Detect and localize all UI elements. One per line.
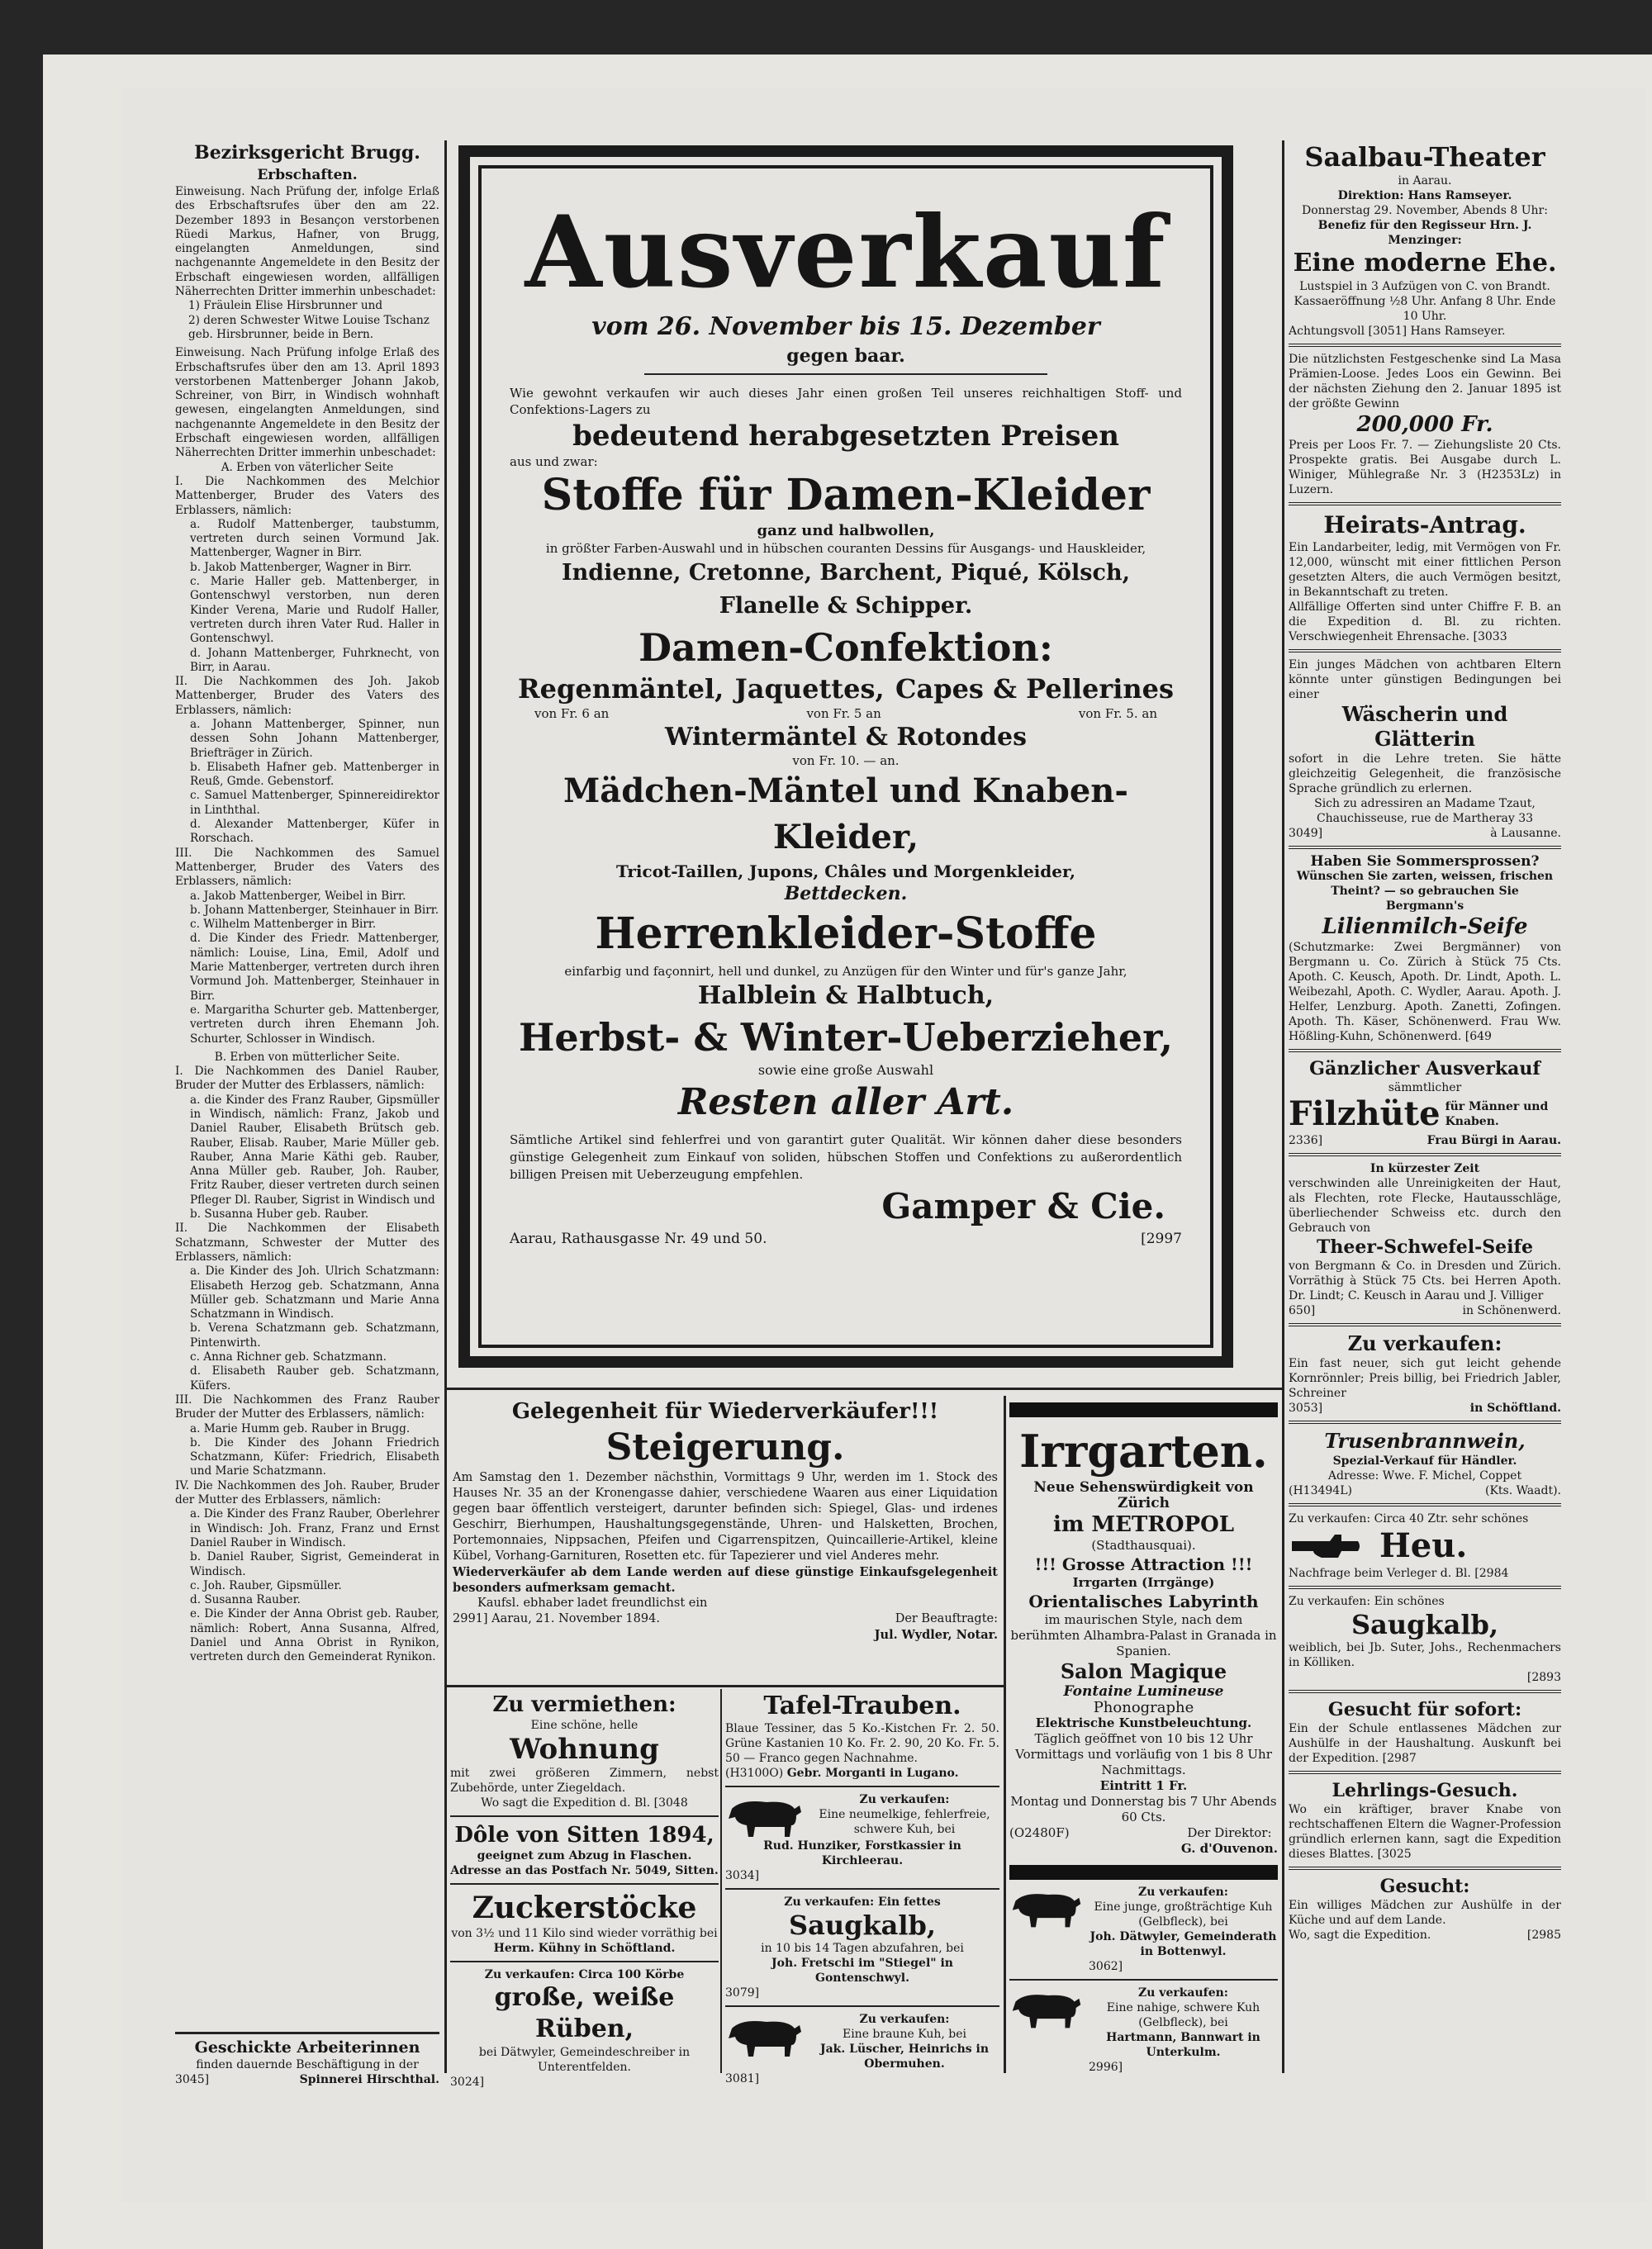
ad-h7: Herbst- & Winter-Ueberzieher, <box>518 1015 1174 1060</box>
kuh2-num: 3081] <box>725 2072 760 2085</box>
court-text: b. Johann Mattenberger, Steinhauer in Birr. <box>190 903 439 917</box>
kuh2-text: Eine braune Kuh, bei <box>842 2028 967 2041</box>
filz-big: Filzhüte <box>1289 1094 1441 1133</box>
court-text: d. Elisabeth Rauber geb. Schatzmann, Küfers. <box>190 1364 439 1393</box>
court-text: I. Die Nachkommen des Melchior Mattenberger, Bruder des Vaters des Erblassers, nämlich: <box>175 474 439 517</box>
trusen-text: Spezial-Verkauf für Händler. <box>1332 1454 1517 1468</box>
wasch-text: Sich zu adressiren an Madame Tzaut, Chauchisseuse, rue de Martheray 33 <box>1314 797 1536 825</box>
gesucht-text: Ein der Schule entlassenes Mädchen zur Aushülfe in der Haushaltung. Auskunft bei der Expedition. [2987 <box>1289 1722 1561 1765</box>
irrgarten-l13: Eintritt 1 Fr. <box>1099 1778 1188 1793</box>
irrgarten-l10: Phonographe <box>1093 1699 1194 1716</box>
saug1-text: Joh. Fretschi im "Stiegel" in Gontenschwyl. <box>771 1957 953 1985</box>
court-text: III. Die Nachkommen des Franz Rauber Bruder der Mutter des Erblassers, nämlich: <box>175 1393 439 1421</box>
theater-play: Eine moderne Ehe. <box>1293 249 1557 278</box>
kuh4-text: Hartmann, Bannwart in Unterkulm. <box>1106 2031 1260 2059</box>
saug2-text: Zu verkaufen: Ein schönes <box>1289 1595 1445 1608</box>
kuh3-block <box>1009 1885 1278 1974</box>
ad-h4: Mädchen-Mäntel und Knaben-Kleider, <box>563 771 1128 856</box>
trusen-text: (H13494L) <box>1289 1484 1352 1497</box>
irrgarten-dir-label: Der Direktor: <box>1187 1825 1272 1840</box>
court-text: 1) Fräulein Elise Hirsbrunner und <box>188 299 383 313</box>
kuh3-num: 3062] <box>1089 1960 1123 1973</box>
saug2-text: weiblich, bei Jb. Suter, Johs., Rechenmachers in Kölliken. <box>1289 1641 1561 1669</box>
seife-text: Haben Sie Sommersprossen? <box>1310 853 1540 870</box>
court-text: Einweisung. Nach Prüfung der, infolge Erlaß des Erbschaftsrufes über den am 22. Dezember 1893 in Besançon verstorbenen Rüedi Markus, Hafner, von Brugg, eingelangten Anmeldungen, sind nachgenannte Angemeldete in den Besitz der Erbschaft eingewiesen worden, allfälligen Näherrechten Dritter immerhin unbeschadet: <box>175 185 439 299</box>
ausverkauf-ad <box>458 145 1233 1368</box>
lotto-big: 200,000 Fr. <box>1356 412 1493 437</box>
irrgarten-ad <box>1009 1397 1278 2075</box>
irrgarten-l7: im maurischen Style, nach dem berühmten Alhambra-Palast in Granada in Spanien. <box>1010 1612 1277 1658</box>
theater-title: Saalbau-Theater <box>1304 141 1545 173</box>
saug2-num: [2893 <box>1526 1671 1561 1684</box>
theer-text: In kürzester Zeit <box>1370 1162 1480 1175</box>
irrgarten-l11: Elektrische Kunstbeleuchtung. <box>1035 1715 1252 1730</box>
rueben-big: große, weiße Rüben, <box>494 1983 675 2043</box>
lehr-title: Lehrlings-Gesuch. <box>1332 1780 1518 1801</box>
court-subtitle: Erbschaften. <box>257 167 358 183</box>
ad-h1list: Indienne, Cretonne, Barchent, Piqué, Kölsch, Flanelle & Schipper. <box>562 560 1130 619</box>
left-column <box>175 140 439 2073</box>
trusen-title: Trusenbrannwein, <box>1324 1429 1526 1453</box>
wasch-place: à Lausanne. <box>1490 827 1561 840</box>
court-text: a. Rudolf Mattenberger, taubstumm, vertreten durch seinen Vormund Jak. Mattenberger, Wagner in Birr. <box>190 517 439 560</box>
vermiethen-text: Wo sagt die Expedition d. Bl. [3048 <box>481 1796 688 1810</box>
ad-reduced: bedeutend herabgesetzten Preisen <box>572 420 1119 453</box>
ad-h8: Resten aller Art. <box>677 1081 1014 1123</box>
irrgarten-l12: Täglich geöffnet von 10 bis 12 Uhr Vormittags und vorläufig von 1 bis 8 Uhr Nachmittags. <box>1015 1731 1272 1777</box>
g2-title: Gesucht: <box>1379 1876 1470 1897</box>
court-text: II. Die Nachkommen des Joh. Jakob Mattenberger, Bruder des Vaters des Erblassers, nämlich: <box>175 675 439 717</box>
ad-baar: gegen baar. <box>786 345 905 367</box>
irrgarten-l5: Irrgarten (Irrgänge) <box>1072 1575 1215 1590</box>
korn-text: Ein fast neuer, sich gut leicht gehende Kornrönnler; Preis billig, bei Friedrich Jabler, Schreiner <box>1289 1357 1561 1400</box>
court-text: B. Erben von mütterlicher Seite. <box>214 1050 401 1064</box>
ad-p3: von Fr. 10. — an. <box>792 753 900 768</box>
seife-text: (Schutzmarke: Zwei Bergmänner) von Bergmann u. Co. Zürich à Stück 75 Cts. Apoth. C. Keusch, Apoth. Dr. Lindt, Apoth. L. Weibezahl, Apoth. C. Wydler, Aarau. Apoth. J. Helfer, Lenzburg. Apoth. Zanetti, Zofingen. Apoth. Th. Käser, Schönenwerd. Frau Ww. Hößling-Kuhn, Schönenwerd. [649 <box>1289 941 1561 1043</box>
court-text: a. Johann Mattenberger, Spinner, nun dessen Sohn Johann Mattenberger, Briefträger in Zürich. <box>190 717 439 760</box>
tafel-title: Tafel-Trauben. <box>763 1691 961 1720</box>
ad-title: Ausverkauf <box>525 194 1167 311</box>
ad-num: [2997 <box>1141 1231 1182 1247</box>
ad-address: Aarau, Rathausgasse Nr. 49 und 50. <box>510 1231 767 1247</box>
court-text: c. Joh. Rauber, Gipsmüller. <box>190 1578 342 1592</box>
theer-text: in Schönenwerd. <box>1462 1304 1561 1317</box>
irrgarten-l1: Neue Sehenswürdigkeit von Zürich <box>1033 1479 1254 1511</box>
kuh3-title: Zu verkaufen: <box>1138 1886 1228 1899</box>
court-text: b. Susanna Huber geb. Rauber. <box>190 1208 369 1222</box>
kuh1-title: Zu verkaufen: <box>859 1793 950 1806</box>
steigerung-title: Steigerung. <box>605 1426 845 1468</box>
irrgarten-l14: Montag und Donnerstag bis 7 Uhr Abends 60 Cts. <box>1010 1794 1277 1824</box>
ad-h1: Stoffe für Damen-Kleider <box>541 470 1151 520</box>
ad-address-row <box>510 1230 1182 1248</box>
vermiethen-text: Eine schöne, helle <box>530 1719 638 1732</box>
ad-h7sub: sowie eine große Auswahl <box>757 1062 934 1078</box>
irrgarten-l3: (Stadthausquai). <box>1091 1538 1196 1553</box>
workers-ad-firm: Spinnerei Hirschthal. <box>299 2073 439 2086</box>
pointing-hand-icon <box>1289 1530 1363 1563</box>
steigerung-text3: Kaufsl. ebhaber ladet freundlichst ein <box>477 1597 708 1610</box>
steigerung-head: Gelegenheit für Wiederverkäufer!!! <box>511 1399 939 1424</box>
kuh1-block <box>725 1792 999 1839</box>
steigerung-num: 2991] <box>453 1612 488 1625</box>
wasch-num: 3049] <box>1289 827 1323 840</box>
workers-ad-num: 3045] <box>175 2073 210 2086</box>
tafel-code: (H3100O) <box>725 1767 784 1780</box>
filz-text: Frau Bürgi in Aarau. <box>1427 1134 1561 1147</box>
kuh4-text: Eine nahige, schwere Kuh (Gelbfleck), bei <box>1106 2001 1260 2029</box>
heu-text: Zu verkaufen: Circa 40 Ztr. sehr schönes <box>1289 1512 1529 1525</box>
rule-small <box>720 1689 722 2073</box>
steigerung-text2: Wiederverkäufer ab dem Lande werden auf diese günstige Einkaufsgelegenheit besonders aufmerksam gemacht. <box>453 1565 998 1595</box>
court-text: Einweisung. Nach Prüfung infolge Erlaß des Erbschaftsrufes über den am 13. April 1893 verstorbenen Mattenberger Johann Jakob, Schreiner, von Birr, in Windisch wohnhaft gewesen, eingelangten Anmeldungen, sind nachgenannte Angemeldete in den Besitz der Erbschaft eingewiesen worden, allfälligen Näherrechten Dritter immerhin unbeschadet: <box>175 346 439 460</box>
rule-mid <box>1004 1396 1006 2073</box>
rueben-num: 3024] <box>450 2076 485 2089</box>
ad-h2: Damen-Confektion: <box>638 625 1053 670</box>
cow-icon <box>725 1792 805 1839</box>
heu-big: Heu. <box>1379 1526 1468 1565</box>
ad-divider <box>644 373 1047 375</box>
rueben-text: bei Dätwyler, Gemeindeschreiber in Unterentfelden. <box>478 2046 691 2074</box>
irrgarten-strip <box>1009 1402 1278 1417</box>
court-text: a. Marie Humm geb. Rauber in Brugg. <box>190 1421 411 1435</box>
filz-num: 2336] <box>1289 1134 1323 1147</box>
court-text: IV. Die Nachkommen des Joh. Rauber, Bruder der Mutter des Erblassers, nämlich: <box>175 1478 439 1507</box>
kuh2-block <box>725 2012 999 2071</box>
ad-h6: Halblein & Halbtuch, <box>697 981 995 1010</box>
theer-text: verschwinden alle Unreinigkeiten der Haut, als Flechten, rote Flecke, Hautausschläge, überliechender Schweiss etc. durch den Gebrauch von <box>1289 1177 1561 1235</box>
ad-h2a: Regenmäntel, <box>518 673 724 705</box>
theater-text: Benefiz für den Regisseur Hrn. J. Menzinger: <box>1317 219 1532 247</box>
irrgarten-l6: Orientalisches Labyrinth <box>1028 1592 1259 1611</box>
court-text: d. Alexander Mattenberger, Küfer in Rorschach. <box>190 818 439 846</box>
irrgarten-code: (O2480F) <box>1009 1825 1070 1840</box>
heirat-text: Allfällige Offerten sind unter Chiffre F. B. an die Expedition d. Bl. zu richten. Verschwiegenheit Ehrensache. [3033 <box>1289 600 1561 643</box>
g2-text: Ein williges Mädchen zur Aushülfe in der Küche und auf dem Lande. <box>1289 1899 1561 1927</box>
irrgarten-l8: Salon Magique <box>1060 1659 1227 1683</box>
filz-text: sämmtlicher <box>1388 1081 1462 1094</box>
korn-num: 3053] <box>1289 1402 1323 1415</box>
seife-big: Lilienmilch-Seife <box>1322 914 1528 939</box>
court-text: b. Die Kinder des Johann Friedrich Schatzmann, Küfer: Friedrich, Elisabeth und Marie Schatzmann. <box>190 1435 439 1478</box>
cow-icon <box>1009 1885 1084 1929</box>
right-column <box>1289 140 1561 2090</box>
ad-h4sub: Tricot-Taillen, Jupons, Châles und Morgenkleider, <box>615 861 1076 881</box>
dole-title: Dôle von Sitten 1894, <box>454 1823 714 1848</box>
court-text: a. Die Kinder des Franz Rauber, Oberlehrer in Windisch: Joh. Franz, Franz und Ernst Daniel Rauber in Windisch. <box>190 1507 439 1549</box>
ad-intro: Wie gewohnt verkaufen wir auch dieses Jahr einen großen Teil unseres reichhaltigen Stoff- und Confektions-Lagers zu <box>510 386 1182 417</box>
steigerung-agent: Jul. Wydler, Notar. <box>874 1628 998 1642</box>
court-text: b. Verena Schatzmann geb. Schatzmann, Pintenwirth. <box>190 1321 439 1350</box>
irrgarten-l4: !!! Grosse Attraction !!! <box>1034 1554 1253 1574</box>
irrgarten-dir: G. d'Ouvenon. <box>1180 1841 1278 1856</box>
g2-num: [2985 <box>1526 1929 1561 1942</box>
court-text: a. Die Kinder des Joh. Ulrich Schatzmann: Elisabeth Herzog geb. Schatzmann, Anna Müller geb. Schatzmann und Marie Anna Schatzmann in Windisch. <box>190 1264 439 1321</box>
court-text: a. die Kinder des Franz Rauber, Gipsmüller in Windisch, nämlich: Franz, Jakob und Daniel Rauber, Elisabeth Brütsch geb. Rauber, Elisab. Rauber, Marie Müller geb. Rauber, Anna Marie Käthi geb. Rauber, Anna Müller geb. Rauber, Joh. Rauber, Fritz Rauber, dieser vertreten durch seinen Pfleger Dl. Rauber, Sigrist in Windisch und <box>190 1093 439 1207</box>
irrgarten-title: Irrgarten. <box>1019 1425 1268 1478</box>
ad-firm: Gamper & Cie. <box>881 1186 1165 1227</box>
seife-text: Wünschen Sie zarten, weissen, frischen Theint? — so gebrauchen Sie <box>1296 870 1554 898</box>
theater-text: in Aarau. <box>1398 174 1452 187</box>
irrgarten-l9: Fontaine Lumineuse <box>1063 1683 1224 1700</box>
theer-big: Theer-Schwefel-Seife <box>1317 1236 1533 1258</box>
ad-h1sub: ganz und halbwollen, <box>757 522 935 539</box>
small-ads-b <box>725 1691 999 2085</box>
court-text: b. Elisabeth Hafner geb. Mattenberger in Reuß, Gmde. Gebenstorf. <box>190 760 439 789</box>
court-text: d. Susanna Rauber. <box>190 1593 301 1607</box>
ad-outro: Sämtliche Artikel sind fehlerfrei und von garantirt guter Qualität. Wir können daher diese besonders günstige Gelegenheit zum Einkauf von soliden, hübschen Stoffen und Confektions zu außerordentlich billigen Preisen mit Ueberzeugung empfehlen. <box>510 1132 1182 1182</box>
heirat-title: Heirats-Antrag. <box>1323 511 1526 539</box>
theater-text: Kassaeröffnung ½8 Uhr. Anfang 8 Uhr. Ende 10 Uhr. <box>1294 295 1556 323</box>
kuh1-text: Rud. Hunziker, Forstkassier in Kirchleerau. <box>763 1839 961 1867</box>
filz-row <box>1289 1095 1561 1133</box>
korn-text: in Schöftland. <box>1469 1402 1561 1415</box>
court-text: II. Die Nachkommen der Elisabeth Schatzmann, Schwester der Mutter des Erblassers, nämlich: <box>175 1222 439 1264</box>
kuh2-text: Jak. Lüscher, Heinrichs in Obermuhen. <box>819 2043 990 2071</box>
workers-ad-title: Geschickte Arbeiterinnen <box>194 2038 420 2057</box>
steigerung-place: Aarau, 21. November 1894. <box>491 1612 660 1625</box>
workers-ad <box>175 2032 439 2098</box>
kuh1-num: 3034] <box>725 1869 760 1882</box>
court-text: c. Wilhelm Mattenberger in Birr. <box>190 918 377 932</box>
court-text: e. Margaritha Schurter geb. Mattenberger, vertreten durch ihren Ehemann Joh. Schurter, Schlosser in Windisch. <box>190 1003 439 1046</box>
lotto-text: Preis per Loos Fr. 7. — Ziehungsliste 20 Cts. Prospekte gratis. Bei Ausgabe durch L. Winiger, Mühlegraße Nr. 3 (H2353Lz) in Luzern. <box>1289 439 1561 496</box>
court-text: I. Die Nachkommen des Daniel Rauber, Bruder der Mutter des Erblassers, nämlich: <box>175 1065 439 1093</box>
lotto-text: Die nützlichsten Festgeschenke sind La Masa Prämien-Loose. Jedes Loos ein Gewinn. Bei der nächsten Ziehung den 2. Januar 1895 ist der größte Gewinn <box>1289 353 1561 410</box>
court-text: e. Die Kinder der Anna Obrist geb. Rauber, nämlich: Robert, Anna Susanna, Alfred, Daniel und Anna Obrist in Rynikon, vertreten durch den Gemeinderat Rynikon. <box>190 1607 439 1664</box>
heu-text: Nachfrage beim Verleger d. Bl. [2984 <box>1289 1567 1509 1580</box>
ad-h4b: Bettdecken. <box>784 883 908 904</box>
ad-p2c: von Fr. 5. an <box>1078 706 1157 721</box>
tafel-text: Blaue Tessiner, das 5 Ko.-Kistchen Fr. 2. 50. Grüne Kastanien 10 Ko. Fr. 2. 90, 20 Ko. Fr. 5. 50 — Franco gegen Nachnahme. <box>725 1722 999 1765</box>
wasch-text: Ein junges Mädchen von achtbaren Eltern könnte unter günstigen Bedingungen bei einer <box>1289 658 1561 701</box>
court-text: d. Die Kinder des Friedr. Mattenberger, nämlich: Louise, Lina, Emil, Adolf und Marie Mattenberger, vertreten durch ihren Vormund Joh. Mattenberger, Steinhauer in Birr. <box>190 932 439 1003</box>
korn-title: Zu verkaufen: <box>1347 1331 1502 1355</box>
filz-title: Gänzlicher Ausverkauf <box>1309 1058 1540 1079</box>
court-text: III. Die Nachkommen des Samuel Mattenberger, Bruder des Vaters des Erblassers, nämlich: <box>175 846 439 889</box>
court-text: c. Samuel Mattenberger, Spinnereidirektor in Linththal. <box>190 789 439 817</box>
ad-h2-row <box>510 672 1182 705</box>
g2-text: Wo, sagt die Expedition. <box>1289 1929 1431 1942</box>
ad-h5: Herrenkleider-Stoffe <box>595 909 1097 959</box>
court-title: Bezirksgericht Brugg. <box>194 142 420 164</box>
court-text: b. Jakob Mattenberger, Wagner in Birr. <box>190 560 412 574</box>
court-text: d. Johann Mattenberger, Fuhrknecht, von Birr, in Aarau. <box>190 646 439 674</box>
court-text: 2) deren Schwester Witwe Louise Tschanz geb. Hirsbrunner, beide in Bern. <box>188 313 430 341</box>
filz-text: für Männer und Knaben. <box>1445 1100 1549 1128</box>
zucker-title: Zuckerstöcke <box>472 1891 697 1925</box>
dole-text: geeignet zum Abzug in Flaschen. <box>477 1849 692 1862</box>
theater-text: Achtungsvoll [3051] Hans Ramseyer. <box>1289 325 1506 338</box>
steigerung-agent-label: Der Beauftragte: <box>895 1612 998 1625</box>
gesucht-title: Gesucht für sofort: <box>1327 1699 1522 1720</box>
theer-num: 650] <box>1289 1304 1316 1317</box>
zucker-text: von 3½ und 11 Kilo sind wieder vorräthig bei <box>451 1927 718 1940</box>
trusen-text: Adresse: Wwe. F. Michel, Coppet <box>1327 1469 1522 1483</box>
ad-namely: aus und zwar: <box>510 454 598 469</box>
rule-steigerung <box>446 1685 1004 1687</box>
theater-text: Donnerstag 29. November, Abends 8 Uhr: <box>1302 204 1548 217</box>
steigerung-ad <box>453 1397 998 1695</box>
zucker-text: Herm. Kühny in Schöftland. <box>493 1942 676 1955</box>
irrgarten-l2: im METROPOL <box>1052 1512 1235 1537</box>
ad-h3: Wintermäntel & Rotondes <box>664 723 1027 752</box>
vermiethen-text: mit zwei größeren Zimmern, nebst Zubehörde, unter Ziegeldach. <box>450 1767 719 1795</box>
irrgarten-strip <box>1009 1865 1278 1880</box>
kuh2-title: Zu verkaufen: <box>859 2013 950 2026</box>
court-text: b. Daniel Rauber, Sigrist, Gemeinderat in Windisch. <box>190 1550 439 1578</box>
kuh1-text: Eine neumelkige, fehlerfreie, schwere Kuh, bei <box>819 1808 990 1836</box>
rueben-title: Zu verkaufen: Circa 100 Körbe <box>484 1968 685 1981</box>
irrgarten-footer <box>1009 1825 1278 1857</box>
ad-p2b: von Fr. 5 an <box>806 706 881 721</box>
trusen-text: (Kts. Waadt). <box>1485 1484 1561 1497</box>
rule-under-frame <box>446 1388 1282 1390</box>
vermiethen-title: Zu vermiethen: <box>492 1692 676 1717</box>
cow-icon <box>725 2012 805 2058</box>
ad-h5sub: einfarbig und façonnirt, hell und dunkel, zu Anzügen für den Winter und für's ganze Jahr, <box>564 964 1127 979</box>
heu-row <box>1289 1526 1561 1566</box>
lehr-text: Wo ein kräftiger, braver Knabe von rechtschaffenen Eltern die Wagner-Profession gründlich erlernen kann, sagt die Expedition dieses Blattes. [3025 <box>1289 1803 1561 1861</box>
ad-h2b: Jaquettes, <box>734 673 885 705</box>
seife-text: Bergmann's <box>1385 899 1464 913</box>
dole-text: Adresse an das Postfach Nr. 5049, Sitten. <box>450 1864 719 1877</box>
court-text: a. Jakob Mattenberger, Weibel in Birr. <box>190 889 406 903</box>
theer-text: von Bergmann & Co. in Dresden und Zürich. Vorräthig à Stück 75 Cts. bei Herren Apoth. Dr. Lindt; C. Keusch in Aarau und J. Villiger <box>1289 1260 1561 1302</box>
saug1-text: in 10 bis 14 Tagen abzufahren, bei <box>761 1942 964 1955</box>
saug1-num: 3079] <box>725 1986 760 2000</box>
steigerung-text: Am Samstag den 1. Dezember nächsthin, Vormittags 9 Uhr, werden im 1. Stock des Hauses Nr. 35 an der Kronengasse dahier, verschiedene Waaren aus einer Liquidation gegen baar öffentlich versteigert, darunter befinden sich: Spiegel, Glas- und irdenes Geschirr, Bierhumpen, Haushaltungsgegenstände, Uhren- und Halsketten, Brochen, Portemonnaies, Nippsachen, Pfeifen und Cigarrenspitzen, Quincailleriе-Artikel, kleine Kübel, Vorhang-Garnituren, Rosetten etc. für Tapezierer und viel Anderes mehr. <box>453 1471 998 1563</box>
wasch-text: sofort in die Lehre treten. Sie hätte gleichzeitig Gelegenheit, die französische Sprache gründlich zu erlernen. <box>1289 752 1561 795</box>
ad-h1desc: in größter Farben-Auswahl und in hübschen couranten Dessins für Ausgangs- und Hauskleider, <box>545 541 1146 556</box>
theater-text: Direktion: Hans Ramseyer. <box>1337 189 1512 202</box>
ad-dates: vom 26. November bis 15. Dezember <box>591 312 1100 341</box>
court-text: c. Anna Richner geb. Schatzmann. <box>190 1350 387 1364</box>
kuh3-text: Joh. Dätwyler, Gemeinderath in Bottenwyl. <box>1089 1930 1277 1958</box>
ad-h2c: Capes & Pellerines <box>895 673 1174 705</box>
rule-left <box>444 140 447 2073</box>
court-text: c. Marie Haller geb. Mattenberger, in Gontenschwyl verstorben, nun deren Kinder Verena, Marie und Rudolf Haller, vertreten durch ihren Vater Rud. Haller in Gontenschwyl. <box>190 575 439 646</box>
small-ads-a <box>450 1691 719 2089</box>
saug1-title: Zu verkaufen: Ein fettes <box>784 1896 941 1909</box>
saug1-big: Saugkalb, <box>788 1910 937 1941</box>
wasch-big: Wäscherin und Glätterin <box>1341 702 1508 751</box>
kuh4-num: 2996] <box>1089 2061 1123 2074</box>
cow-icon <box>1009 1986 1084 2030</box>
theater-text: Lustspiel in 3 Aufzügen von C. von Brandt. <box>1299 280 1550 293</box>
rule-right <box>1282 140 1284 2073</box>
court-text: A. Erben von väterlicher Seite <box>221 460 394 474</box>
ad-p2a: von Fr. 6 an <box>534 706 610 721</box>
kuh3-text: Eine junge, großträchtige Kuh (Gelbfleck), bei <box>1094 1900 1273 1929</box>
tafel-firm: Gebr. Morganti in Lugano. <box>786 1767 959 1780</box>
kuh4-block <box>1009 1986 1278 2075</box>
workers-ad-text: finden dauernde Beschäftigung in der <box>196 2058 419 2071</box>
steigerung-footer <box>453 1611 998 1644</box>
ad-price-row <box>510 705 1182 722</box>
kuh4-title: Zu verkaufen: <box>1138 1986 1228 2000</box>
heirat-text: Ein Landarbeiter, ledig, mit Vermögen von Fr. 12,000, wünscht mit einer fittlichen Person gesetzten Alters, die auch Vermögen besitzt, in Bekanntschaft zu treten. <box>1289 541 1561 599</box>
saug2-big: Saugkalb, <box>1351 1609 1499 1640</box>
vermiethen-wohnung: Wohnung <box>510 1733 659 1766</box>
